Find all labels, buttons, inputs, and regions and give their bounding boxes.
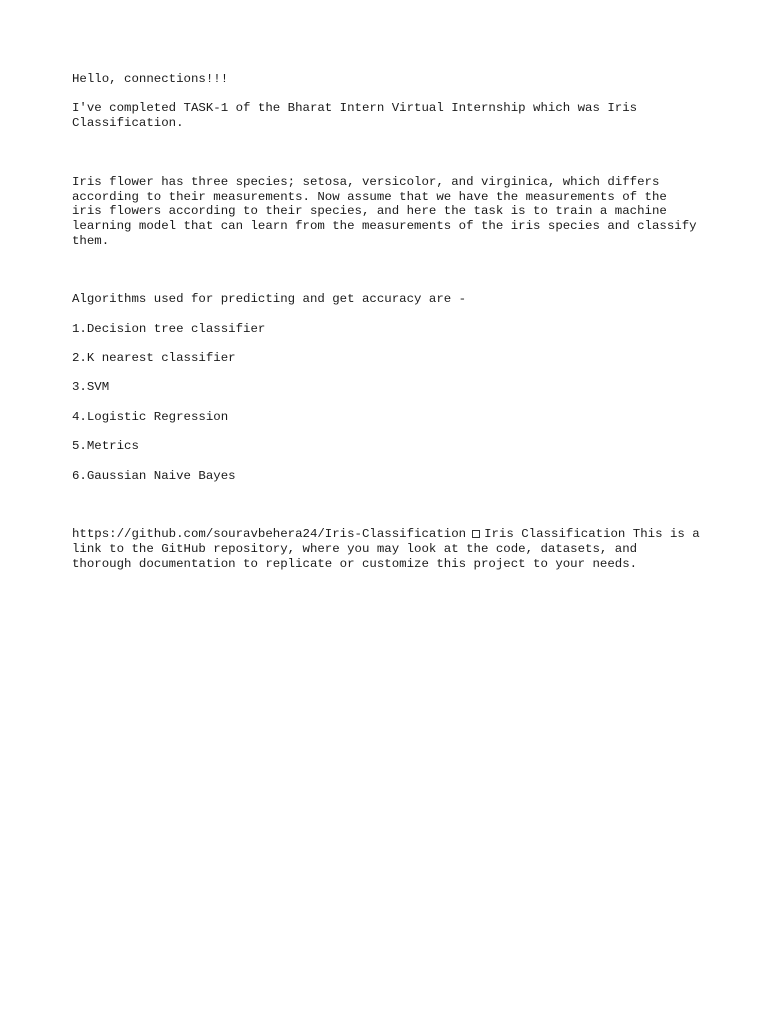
algorithms-heading: Algorithms used for predicting and get accuracy are - <box>72 292 467 307</box>
description-text: Iris flower has three species; setosa, versicolor, and virginica, which differs according to their measurements. Now assume that we have the measurements of the iris flowers according to their species, and here the task is to train a machine learning model that can learn from the measurements of the iris species and classify them. <box>72 174 697 248</box>
algorithm-item: 1.Decision tree classifier <box>72 321 266 336</box>
algorithm-item: 6.Gaussian Naive Bayes <box>72 468 236 483</box>
post-content <box>72 72 702 571</box>
algorithms-list <box>72 322 702 484</box>
greeting-text: Hello, connections!!! <box>72 72 229 86</box>
spacer <box>72 307 702 322</box>
link-preview-icon <box>472 530 480 538</box>
algorithm-item: 2.K nearest classifier <box>72 351 236 366</box>
spacer <box>72 248 702 292</box>
algorithm-item: 3.SVM <box>72 380 110 395</box>
repo-description: Iris Classification This is a link to the GitHub repository, where you may look at the code, datasets, and thorough documentation to replicate or customize this project to your needs. <box>72 527 700 571</box>
spacer <box>72 131 702 175</box>
spacer <box>72 483 702 527</box>
repo-link[interactable]: https://github.com/souravbehera24/Iris-Classification <box>72 527 467 542</box>
repo-paragraph <box>72 527 702 571</box>
algorithm-item: 4.Logistic Regression <box>72 409 229 424</box>
intro-text: I've completed TASK-1 of the Bharat Intern Virtual Internship which was Iris Classification. <box>72 101 638 131</box>
algorithm-item: 5.Metrics <box>72 439 139 454</box>
spacer <box>72 87 702 102</box>
